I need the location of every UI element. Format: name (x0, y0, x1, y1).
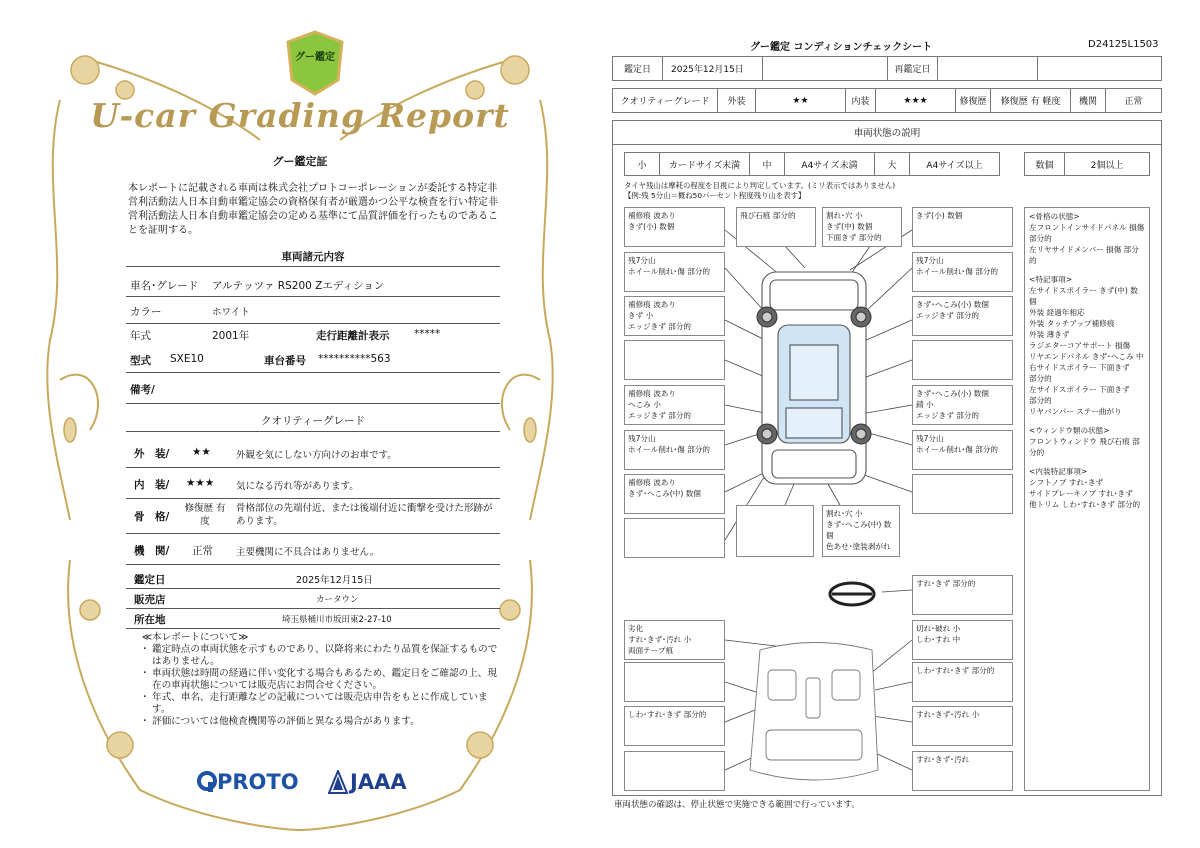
interior-line: シフトノブ すれ･きず (1029, 478, 1104, 487)
size-small-label: 小 (625, 153, 660, 175)
repair-value: 修復歴 有 軽度 (991, 89, 1071, 112)
note-item: ・ 車両状態は時間の経過に伴い変化する場合もあるため、鑑定日をご確認の上、現在の車両状態については販売店にお問合せください。 (140, 668, 497, 691)
badge-label: グー鑑定 (295, 52, 335, 63)
interior-line: サイドブレーキノブ すれ･きず (1029, 489, 1133, 498)
grade-engine-label: 機 関/ (134, 545, 170, 557)
address-label: 所在地 (134, 614, 166, 626)
special-line: リヤエンドパネル きず･へこみ 中 (1029, 352, 1144, 361)
special-line: 部分的 (1029, 396, 1052, 405)
note-rear-right-tire: 残7分山 ホイール削れ･傷 部分的 (912, 430, 1013, 470)
interior-heading: <内装特記事項> (1029, 467, 1088, 476)
specs-heading: 車両諸元内容 (281, 251, 345, 263)
chassis-value: **********563 (318, 353, 391, 365)
size-small-desc: カードサイズ未満 (660, 153, 750, 175)
sheet-footer: 車両状態の確認は、停止状態で実施できる範囲で行っています。 (614, 800, 860, 810)
special-line: 外装 薄きず (1029, 330, 1070, 339)
spec-row-remarks (126, 373, 500, 404)
proto-logo-mark-icon (196, 770, 218, 794)
engine-value: 正常 (1124, 97, 1143, 107)
year-label: 年式 (130, 330, 151, 342)
note-front-left-tire: 残7分山 ホイール削れ･傷 部分的 (624, 252, 725, 292)
jaaa-logo-mark-icon (328, 770, 348, 794)
note-rear-right-corner (912, 474, 1013, 514)
special-line: ラジエターコアサポート 損傷 (1029, 341, 1131, 350)
note-front-right-tire: 残7分山 ホイール削れ･傷 部分的 (912, 252, 1013, 292)
exterior-value: ★★ (756, 89, 846, 112)
grade-interior-desc: 気になる汚れ等があります。 (236, 481, 359, 492)
color-label: カラー (130, 306, 162, 318)
car-name-label: 車名･グレード (130, 280, 199, 292)
frame-line: 左リヤサイドメンバー 損傷 部分的 (1029, 245, 1139, 265)
grade-row-interior (126, 468, 500, 499)
address-row (126, 609, 500, 629)
grade-row-engine (126, 534, 500, 565)
appraisal-date-value: 2025年12月15日 (296, 575, 373, 586)
sheet-title: グー鑑定 コンディションチェックシート (750, 42, 933, 53)
note-left-rear-panel: 補修痕 波あり へこみ 小 エッジきず 部分的 (624, 385, 725, 425)
size-mid-desc: A4サイズ未満 (785, 153, 875, 175)
jaaa-logo: JAAA (350, 770, 407, 794)
spec-row-color (126, 297, 500, 324)
note-steering: すれ･きず 部分的 (912, 575, 1013, 615)
special-line: 部分的 (1029, 374, 1052, 383)
note-front-right-panel: きず(小) 数個 (912, 207, 1013, 247)
count-desc: 2個以上 (1090, 160, 1124, 171)
note-right-rear-door (912, 340, 1013, 380)
grade-row-frame (126, 499, 500, 534)
date-label: 鑑定日 (613, 57, 663, 80)
engine-label: 機関 (1071, 89, 1106, 112)
note-passenger-door-trim (624, 662, 725, 702)
appraisal-date-label: 鑑定日 (134, 574, 166, 586)
tire-example: 【例:残 5分山＝概ね50パーセント程度残り山を表す】 (624, 191, 806, 200)
note-item: ・ 評価については他検査機関等の評価と異なる場合があります。 (140, 716, 420, 727)
interior-value: ★★★ (876, 89, 956, 112)
spec-row-year (126, 324, 500, 346)
note-windshield: 飛び石痕 部分的 (736, 207, 816, 247)
model-value: SXE10 (170, 353, 204, 365)
window-line: フロントウィンドウ 飛び石痕 部分的 (1029, 437, 1140, 457)
certificate-intro: 本レポートに記載される車両は株式会社プロトコーポレーションが委託する特定非営利活動法人日本自動車鑑定協会の資格保有者が厳選かつ公平な検査を行い特定非営利活動法人日本自動車鑑定協会の定める基準にて品質評価を行ったものであることを証明する。 (128, 183, 498, 236)
note-shift-area: すれ･きず･汚れ 小 (912, 706, 1013, 746)
color-value: ホワイト (212, 307, 250, 318)
date-value: 2025年12月15日 (663, 57, 763, 80)
note-rear-left-tire: 残7分山 ホイール削れ･傷 部分的 (624, 430, 725, 470)
spec-row-model (126, 346, 500, 373)
note-driver-seat: 切れ･破れ 小 しわ･すれ 中 (912, 620, 1013, 660)
special-line: 左サイドスポイラー きず(中) 数個 (1029, 286, 1138, 306)
size-large-label: 大 (875, 153, 910, 175)
chassis-label: 車台番号 (264, 355, 306, 367)
state-heading: 車両状態の説明 (612, 120, 1162, 145)
remarks-label: 備考/ (130, 384, 155, 396)
size-large-desc: A4サイズ以上 (926, 160, 983, 171)
tire-note: タイヤ残山は摩耗の程度を目視により判定しています。(ミリ表示ではありません) (624, 181, 896, 190)
interior-line: 他トリム しわ･すれ･きず 部分的 (1029, 500, 1141, 509)
address-value: 埼玉県桶川市坂田東2-27-10 (282, 615, 392, 625)
mileage-value: ***** (414, 328, 441, 340)
grade-interior-label: 内 装/ (134, 479, 170, 491)
proto-logo: PROTO (217, 770, 299, 794)
note-right-front-door: きず･へこみ(小) 数個 エッジきず 部分的 (912, 296, 1013, 336)
note-driver-door-trim: しわ･すれ･きず 部分的 (912, 662, 1013, 702)
divider (126, 431, 500, 432)
frame-line: 部分的 (1029, 234, 1052, 243)
quality-label: クオリティーグレード (613, 89, 718, 112)
grade-frame-label: 骨 格/ (134, 511, 170, 523)
note-right-rear-panel: きず･へこみ(小) 数個 錆 小 エッジきず 部分的 (912, 385, 1013, 425)
spec-row-car-name (126, 270, 500, 297)
grade-engine-desc: 主要機関に不具合はありません。 (236, 547, 380, 558)
note-roof (624, 518, 725, 558)
goo-appraisal-badge (286, 30, 344, 96)
size-mid-label: 中 (750, 153, 785, 175)
shop-label: 販売店 (134, 594, 166, 606)
condition-check-sheet (600, 0, 1200, 848)
report-script-title: U-car Grading Report (90, 96, 510, 135)
note-rear-seat-left (624, 751, 725, 791)
reappraisal-label: 再鑑定日 (888, 57, 938, 80)
quality-heading: クオリティーグレード (261, 415, 365, 427)
note-dashboard: 劣化 すれ･きず･汚れ 小 両面テープ痕 (624, 620, 725, 660)
shop-value: カータウン (316, 595, 359, 605)
note-front-left-panel: 補修痕 波あり きず(小) 数個 (624, 207, 725, 247)
special-line: 右サイドスポイラー 下面きず (1029, 363, 1130, 372)
note-left-front-door: 補修痕 波あり きず 小 エッジきず 部分的 (624, 296, 725, 336)
note-left-rear-door (624, 340, 725, 380)
sheet-code: D24125L1503 (1088, 39, 1159, 50)
special-line: 左サイドスポイラー 下面きず (1029, 385, 1130, 394)
special-line: リヤバンパー ステー曲がり (1029, 407, 1122, 416)
frame-line: 左フロントインサイドパネル 損傷 (1029, 223, 1145, 232)
exterior-label: 外装 (718, 89, 756, 112)
car-name-value: アルテッツァ RS200 Zエディション (212, 280, 385, 292)
special-line: 外装 タッチアップ補修痕 (1029, 319, 1115, 328)
grade-interior-value: ★★★ (186, 477, 215, 489)
appraisal-date-row (126, 568, 500, 589)
frame-heading: <骨格の状態> (1029, 212, 1080, 221)
repair-label: 修復歴 (956, 89, 991, 112)
interior-label: 内装 (846, 89, 876, 112)
grade-frame-desc: 骨格部位の先端付近、または後端付近に衝撃を受けた形跡があります。 (236, 503, 493, 527)
report-notes (140, 632, 500, 728)
window-heading: <ウィンドウ類の状態> (1029, 426, 1110, 435)
shop-row (126, 589, 500, 609)
special-line: 外装 経過年相応 (1029, 308, 1085, 317)
note-rear-bumper: 割れ･穴 小 きず･へこみ(中) 数個 色あせ･塗装剥がれ (822, 505, 900, 557)
special-heading: <特記事項> (1029, 275, 1073, 284)
grade-exterior-desc: 外観を気にしない方向けのお車です。 (236, 450, 397, 461)
model-label: 型式 (130, 355, 151, 367)
note-item: ・ 鑑定時点の車両状態を示すものであり、以降将来にわたり品質を保証するものではありません。 (140, 644, 498, 667)
note-front-bumper: 割れ･穴 小 きず(中) 数個 下面きず 部分的 (822, 207, 902, 247)
note-passenger-seat: しわ･すれ･きず 部分的 (624, 706, 725, 746)
grade-engine-value: 正常 (192, 545, 213, 557)
certificate-title: グー鑑定証 (272, 155, 328, 168)
grade-frame-value: 修復歴 有度 (184, 503, 226, 527)
note-item: ・ 年式、車名、走行距離などの記載については販売店申告をもとに作成しています。 (140, 692, 488, 715)
notes-heading: ≪本レポートについて≫ (142, 632, 249, 643)
note-rear-seat-right: すれ･きず･汚れ (912, 751, 1013, 791)
note-trunk (736, 505, 814, 557)
year-value: 2001年 (212, 330, 250, 342)
grade-row-exterior (126, 437, 500, 468)
grade-exterior-value: ★★ (192, 446, 211, 458)
note-rear-left-corner: 補修痕 波あり きず･へこみ(中) 数個 (624, 474, 725, 514)
remarks-column (1024, 207, 1150, 791)
grade-exterior-label: 外 装/ (134, 448, 170, 460)
count-label: 数個 (1025, 153, 1065, 175)
divider (126, 266, 500, 267)
mileage-label: 走行距離計表示 (316, 330, 390, 342)
